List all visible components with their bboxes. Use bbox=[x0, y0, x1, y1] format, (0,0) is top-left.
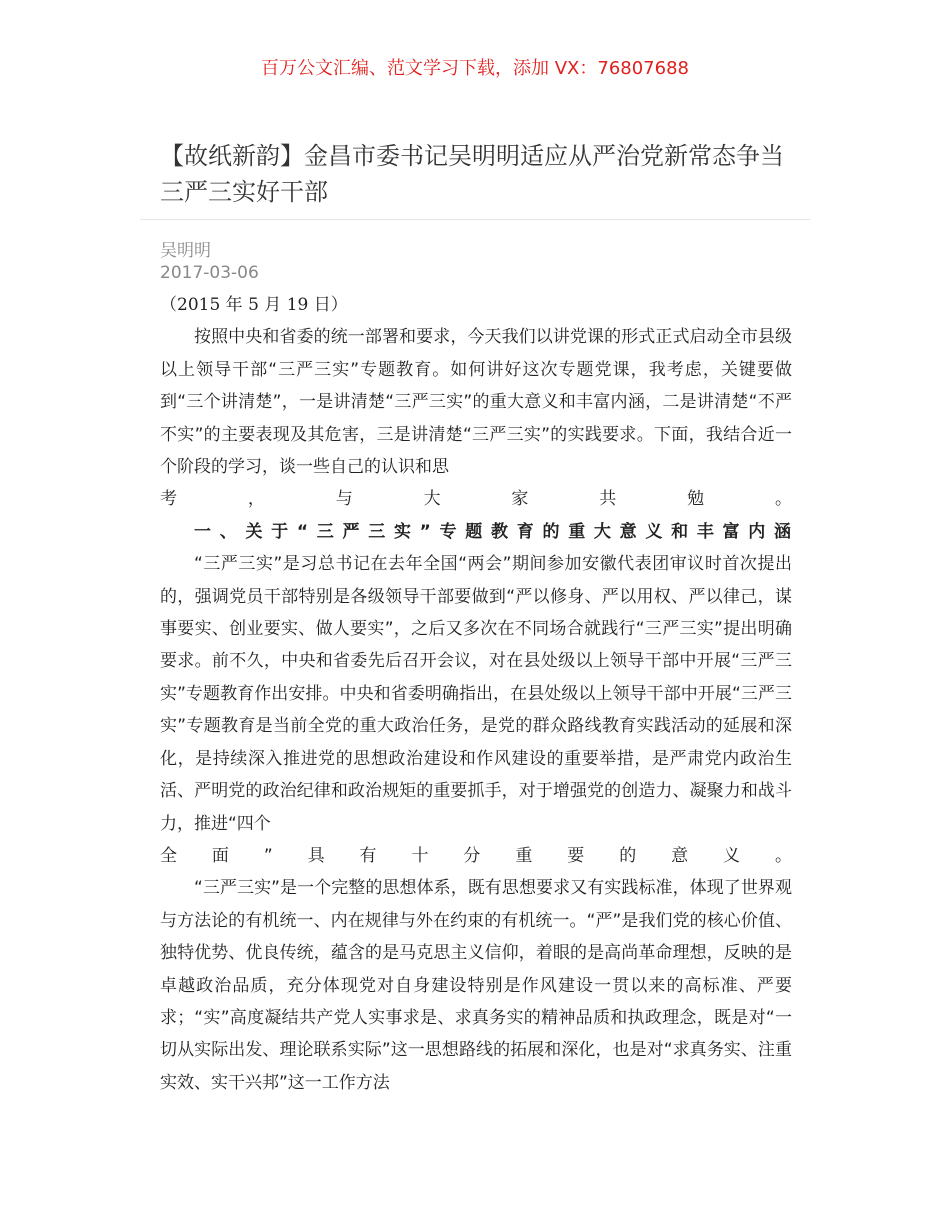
article-date: 2017-03-06 bbox=[160, 263, 259, 283]
speech-dateline: （2015 年 5 月 19 日） bbox=[160, 295, 348, 315]
paragraph-significance-tail: 全面”具有十分重要的意义。 bbox=[160, 845, 792, 866]
paragraph-intro-tail: 考，与大家共勉。 bbox=[160, 489, 792, 510]
paragraph-significance: “三严三实”是习总书记在去年全国“两会”期间参加安徽代表团审议时首次提出的，强调党员干部特别是各级领导干部要做到“严以修身、严以用权、严以律己，谋事要实、创业要实、做人要实”，之后又多次在不同场合就践行“三严三实”提出明确要求。前不久，中央和省委先后召开会议，对在县处级以上领导干部中开展“三严三实”专题教育作出安排。中央和省委明确指出，在县处级以上领导干部中开展“三严三实”专题教育是当前全党的重大政治任务，是党的群众路线教育实践活动的延展和深化，是持续深入推进党的思想政治建设和作风建设的重要举措，是严肃党内政治生活、严明党的政治纪律和政治规矩的重要抓手，对于增强党的创造力、凝聚力和战斗力，推进“四个 bbox=[160, 554, 792, 834]
section-heading-1: 一、关于“三严三实”专题教育的重大意义和丰富内涵 bbox=[194, 521, 792, 542]
article-author: 吴明明 bbox=[160, 241, 211, 261]
title-divider bbox=[140, 219, 810, 220]
paragraph-system: “三严三实”是一个完整的思想体系，既有思想要求又有实践标准，体现了世界观与方法论的有机统一、内在规律与外在约束的有机统一。“严”是我们党的核心价值、独特优势、优良传统，蕴含的是马克思主义信仰，着眼的是高尚革命理想，反映的是卓越政治品质，充分体现党对自身建设特别是作风建设一贯以来的高标准、严要求；“实”高度凝结共产党人实事求是、求真务实的精神品质和执政理念，既是对“一切从实际出发、理论联系实际”这一思想路线的拓展和深化，也是对“求真务实、注重实效、实干兴邦”这一工作方法 bbox=[160, 878, 792, 1093]
promo-banner: 百万公文汇编、范文学习下载，添加 VX：76807688 bbox=[261, 58, 689, 79]
article-body bbox=[160, 289, 792, 1099]
article-title: 【故纸新韵】金昌市委书记吴明明适应从严治党新常态争当三严三实好干部 bbox=[160, 142, 784, 206]
paragraph-intro: 按照中央和省委的统一部署和要求，今天我们以讲党课的形式正式启动全市县级以上领导干部“三严三实”专题教育。如何讲好这次专题党课，我考虑，关键要做到“三个讲清楚”，一是讲清楚“三严三实”的重大意义和丰富内涵，二是讲清楚“不严不实”的主要表现及其危害，三是讲清楚“三严三实”的实践要求。下面，我结合近一个阶段的学习，谈一些自己的认识和思 bbox=[160, 327, 792, 478]
